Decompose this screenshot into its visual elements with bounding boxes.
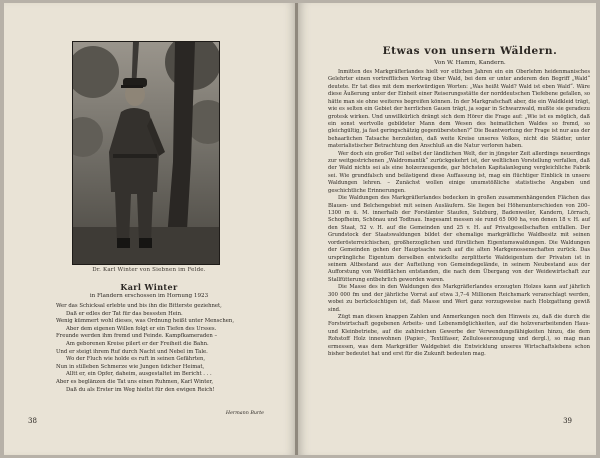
poem-line: Wer das Schicksal erlebte und bis ihn die Bitterste geziehnet, xyxy=(56,303,222,309)
poem-author: Hermann Burte xyxy=(225,411,264,416)
soldier-photo xyxy=(72,41,220,265)
poem-line: Am geborenen Kreise pilert er der Freiheit die Bahn. xyxy=(66,340,209,347)
page-number-left: 38 xyxy=(28,417,37,425)
article-paragraph: Inmitten des Markgräflerlandes hielt vor etlichen Jahren ein ein Oberlehm heidenmanisches Gelehrter einen vortrefflichen Vortrag über Wald, bei dem er unter anderem den Begriff „Wald“ deutete. Er tat dies mit dem merkwürdigen Worten: „Was heißt Wald? Wald ist eben Wald“. Wäre diese Äußerung unter der Einheit einer Reiserungsstätte der norddeutschen Tiefebene gefallen, so hätte man sie ohne weiteres begreifen können. In der Markgrafschaft aber, die ein Waldkleid trägt, wie es selten ein Gebiet der herrlichen Gauen trägt, ja sogar in Schwarzwald, mußte sie geradezu grotesk wirken. Und unwillkürlich drängt sich dem Hörer die Frage auf: „Wie ist es möglich, daß ein sonst wertvolle gebildeter Mann dem Wesen des heimatlichen Waldes so fremd, so gleichgültig, ja fast geringschätzig gegenüberstehen?“ Die Beantwortung der Frage ist nur aus der behaarlichen Tatsache herzuleiten, daß weite Kreise unseres Volkes, nicht die Städter, unter materialistischer Betrachtung den Anschluß an die Natur verloren haben. xyxy=(328,69,590,150)
poem-line: Wenig kümmert wohl dieses, was Ordnung heißt unter Menschen, xyxy=(56,318,234,325)
poem-line: Aber dem eigenen Willen folgt er ein Tiefen des Ursses. xyxy=(66,325,217,332)
article-author: Von W. Hamm, Kandern. xyxy=(434,60,506,66)
article-paragraph: Die Masse des in den Waldungen des Markgräflerlandes erzeugten Holzes kann auf jährlich 300 000 fm und der jährliche Vorrat auf etwa 3,7–4 Millionen Reichsmark veranschlagt werden, wobei zu berücksichtigen ist, daß Masse und Wert ganz vorzugsweise nach Holzgattung gewiß sind. xyxy=(328,284,590,313)
poem-line: Nun in stilleben Schmerze wie Jungen üdicher Heimat, xyxy=(56,363,205,370)
left-page xyxy=(4,3,296,455)
soldier-photo-image xyxy=(73,42,219,264)
poem-line: Wo der Fluch wie holde es ruft in seinen Gefährten, xyxy=(66,356,206,363)
page-number-right: 39 xyxy=(563,417,572,425)
article-paragraph: Die Waldungen des Markgräflerlandes bedecken in großen zusammenhängenden Flächen das Blauen- und Belchengebiet mit seinen Ausläufern. Sie liegen bei Höhenunterschieden von 200–1300 m ü. M. innerhalb der Forstämter Staufen, Sulzburg, Badenweiler, Kandern, Lörrach, Schopfheim, Schönau und Todtnau. Insgesamt messen sie rund 65 000 ha, von denen 18 v. H. auf den Staat, 52 v. H. auf die Gemeinden und 25 v. H. auf Privatgesellschaften entfallen. Der Grundstock der Staatswaldungen bildet der ehemalige markgräfliche Waldbesitz mit seinen vorderösterreichischen, großherzoglichen und fürstlichen Eigentumswaldungen. Die Waldungen der Gemeinden gehen der Hauptsache nach auf die alten Markgenossenschaften zurück. Das ursprüngliche Eigentum derselben entwickelte zerplitterte Waldeigentum der Privaten ist in seinem Altbestand aus der Aufteilung von Gemeindegelände, in seinem Neubestand aus der Aufforstung von Weidflächen entstanden, die nach dem Übergang von der Weidewirtschaft zur Stallfütterung entbehrlich geworden waren. xyxy=(328,195,590,283)
poem-line: Daß er edles der Tat für das besssten Hein. xyxy=(66,310,183,317)
article-body xyxy=(328,69,590,358)
poem-body xyxy=(56,303,256,394)
article-paragraph: Wer doch ein großer Teil selbst der ländlichen Welt, der in jüngster Zeit allerdings neuerdings zur weitgestrichenen „Waldromantik“ zurückgekehrt ist, der weltlichen Vorstellung verfallen, daß der Wald nichts sei als eine holzerzeugende, gar höchsten Kapitalanlegung vergleichliche Fabrik sei. Wie grundfalsch und belästigend diese Auffassung ist, mag ein flüchtiger Einblick in unsere Waldungen lehren. – Zunächst wollen einige unumstößliche statistische Angaben und geschichtliche Erinnerungen. xyxy=(328,150,590,194)
poem-line: Freunde werden ihm fremd und Feinde. Kampfkameraden – xyxy=(56,333,218,340)
article-title: Etwas von unsern Wäldern. xyxy=(382,45,558,57)
right-page xyxy=(298,3,596,455)
poem-line: Aber es beglänzen die Tat uns einen Ruhmen, Karl Winter, xyxy=(56,378,214,385)
poem-line: Daß du als Erster im Weg hieltst für den ewigen Reich! xyxy=(66,386,215,393)
poem-line: Alltt er, ein Opfer, daheim, ausgestaltet im Bericht . . . xyxy=(66,371,212,378)
article-paragraph: Zügt man diesen knappen Zahlen und Anmerkungen noch den Hinweis zu, daß die durch die Forstwirtschaft gegebenen Arbeits- und Lebensmöglichkeiten, auf die holzverarbeitenden Haus- und Kleinbetriebe, auf die zahlreichen Gewerbe der Verwendungsfähigkeiten hinzu, die dem Rohstoff Holz innewohnen (Papier-, Textilfaser, Zelluloseerzeugung und dergl.), so mag man ermessen, was dem Markgräfler Waldgebiet die Entwicklung unseres Wirtschaftslebens schon bisher bedeutet hat und erst für die Zukunft bedeuten mag. xyxy=(328,313,590,358)
poem-title: Karl Winter xyxy=(120,282,178,292)
photo-caption: Dr. Karl Winter von Siebnen im Felde. xyxy=(92,267,206,273)
poem-subtitle: in Flandern erschossen im Hornung 1923 xyxy=(89,293,209,299)
poem-line: Und er steigt ihrem Ruf durch Nacht und Nebel im Tale. xyxy=(56,348,208,355)
